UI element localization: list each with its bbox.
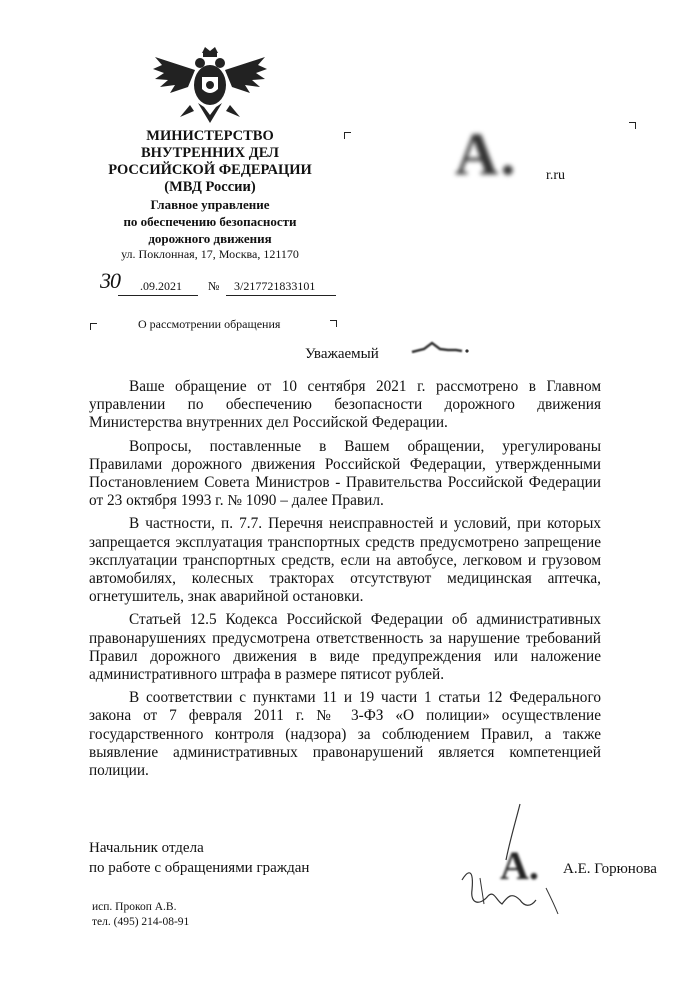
- recipient-corner-right: [629, 122, 636, 129]
- ministry-line: (МВД России): [164, 179, 256, 195]
- signatory-title-line: по работе с обращениями граждан: [89, 860, 310, 876]
- date-printed: .09.2021: [140, 279, 182, 293]
- greeting: Уважаемый: [305, 346, 379, 362]
- letter-subject: О рассмотрении обращения: [138, 317, 281, 331]
- ministry-address: ул. Поклонная, 17, Москва, 121170: [121, 247, 299, 261]
- executor-info: [92, 900, 189, 930]
- date-underline: [118, 295, 198, 296]
- ministry-line: МИНИСТЕРСТВО: [146, 128, 274, 144]
- number-sign: №: [208, 279, 220, 293]
- executor-name: исп. Прокоп А.В.: [92, 901, 177, 913]
- greeting-name-redacted: [410, 340, 470, 354]
- ministry-line: РОССИЙСКОЙ ФЕДЕРАЦИИ: [108, 162, 312, 178]
- body-paragraph: В соответствии с пунктами 11 и 19 части 1 статьи 12 Федерального закона от 7 февраля 2011 г. № 3-ФЗ «О полиции» осуществление государственного контроля (надзора) за соблюдением Правил, а также выявление административных правонарушений является компетенцией полиции.: [89, 689, 601, 780]
- department-line: по обеспечению безопасности: [123, 214, 297, 229]
- signatory-title-line: Начальник отдела: [89, 840, 204, 856]
- signature-name-redacted: А.: [500, 843, 539, 888]
- body-paragraph: Ваше обращение от 10 сентября 2021 г. рассмотрено в Главном управлении по обеспечению безопасности дорожного движения Министерства внутренних дел Российской Федерации.: [89, 378, 601, 432]
- executor-phone: тел. (495) 214-08-91: [92, 916, 190, 928]
- number-underline: [226, 295, 336, 296]
- recipient-name-redacted: А.: [455, 121, 518, 187]
- body-paragraph: В частности, п. 7.7. Перечня неисправностей и условий, при которых запрещается эксплуатация транспортных средств предусмотрено запрещение эксплуатации транспортных средств, если на автобусе, легковом и грузовом автомобилях, колесных тракторах отсутствуют медицинская аптечка, огнетушитель, знак аварийной остановки.: [89, 515, 601, 606]
- ministry-line: ВНУТРЕННИХ ДЕЛ: [141, 145, 279, 161]
- ministry-name: [90, 128, 330, 196]
- recipient-corner-left: [344, 132, 351, 139]
- subject-corner-right: [330, 320, 337, 327]
- recipient-domain: r.ru: [546, 168, 566, 183]
- department-name: [90, 196, 330, 247]
- registration-line: [100, 268, 340, 298]
- body-paragraph: Статьей 12.5 Кодекса Российской Федерации об административных правонарушениях предусмотрена ответственность за нарушение требований Правил дорожного движения в виде предупреждения или наложение административного штрафа в размере пятисот рублей.: [89, 611, 601, 684]
- department-line: дорожного движения: [148, 231, 272, 246]
- signatory-title: [89, 838, 309, 878]
- signatory-name: А.Е. Горюнова: [563, 861, 657, 877]
- department-line: Главное управление: [150, 197, 270, 212]
- handwritten-date-day: 30: [100, 268, 120, 293]
- mvd-emblem-icon: [150, 45, 270, 130]
- subject-corner-left: [90, 323, 97, 330]
- letter-body: [89, 378, 601, 785]
- registration-number: 3/217721833101: [234, 279, 316, 293]
- body-paragraph: Вопросы, поставленные в Вашем обращении, урегулированы Правилами дорожного движения Российской Федерации, утвержденными Постановлением Совета Министров - Правительства Российской Федерации от 23 октября 1993 г. № 1090 – далее Правил.: [89, 437, 601, 510]
